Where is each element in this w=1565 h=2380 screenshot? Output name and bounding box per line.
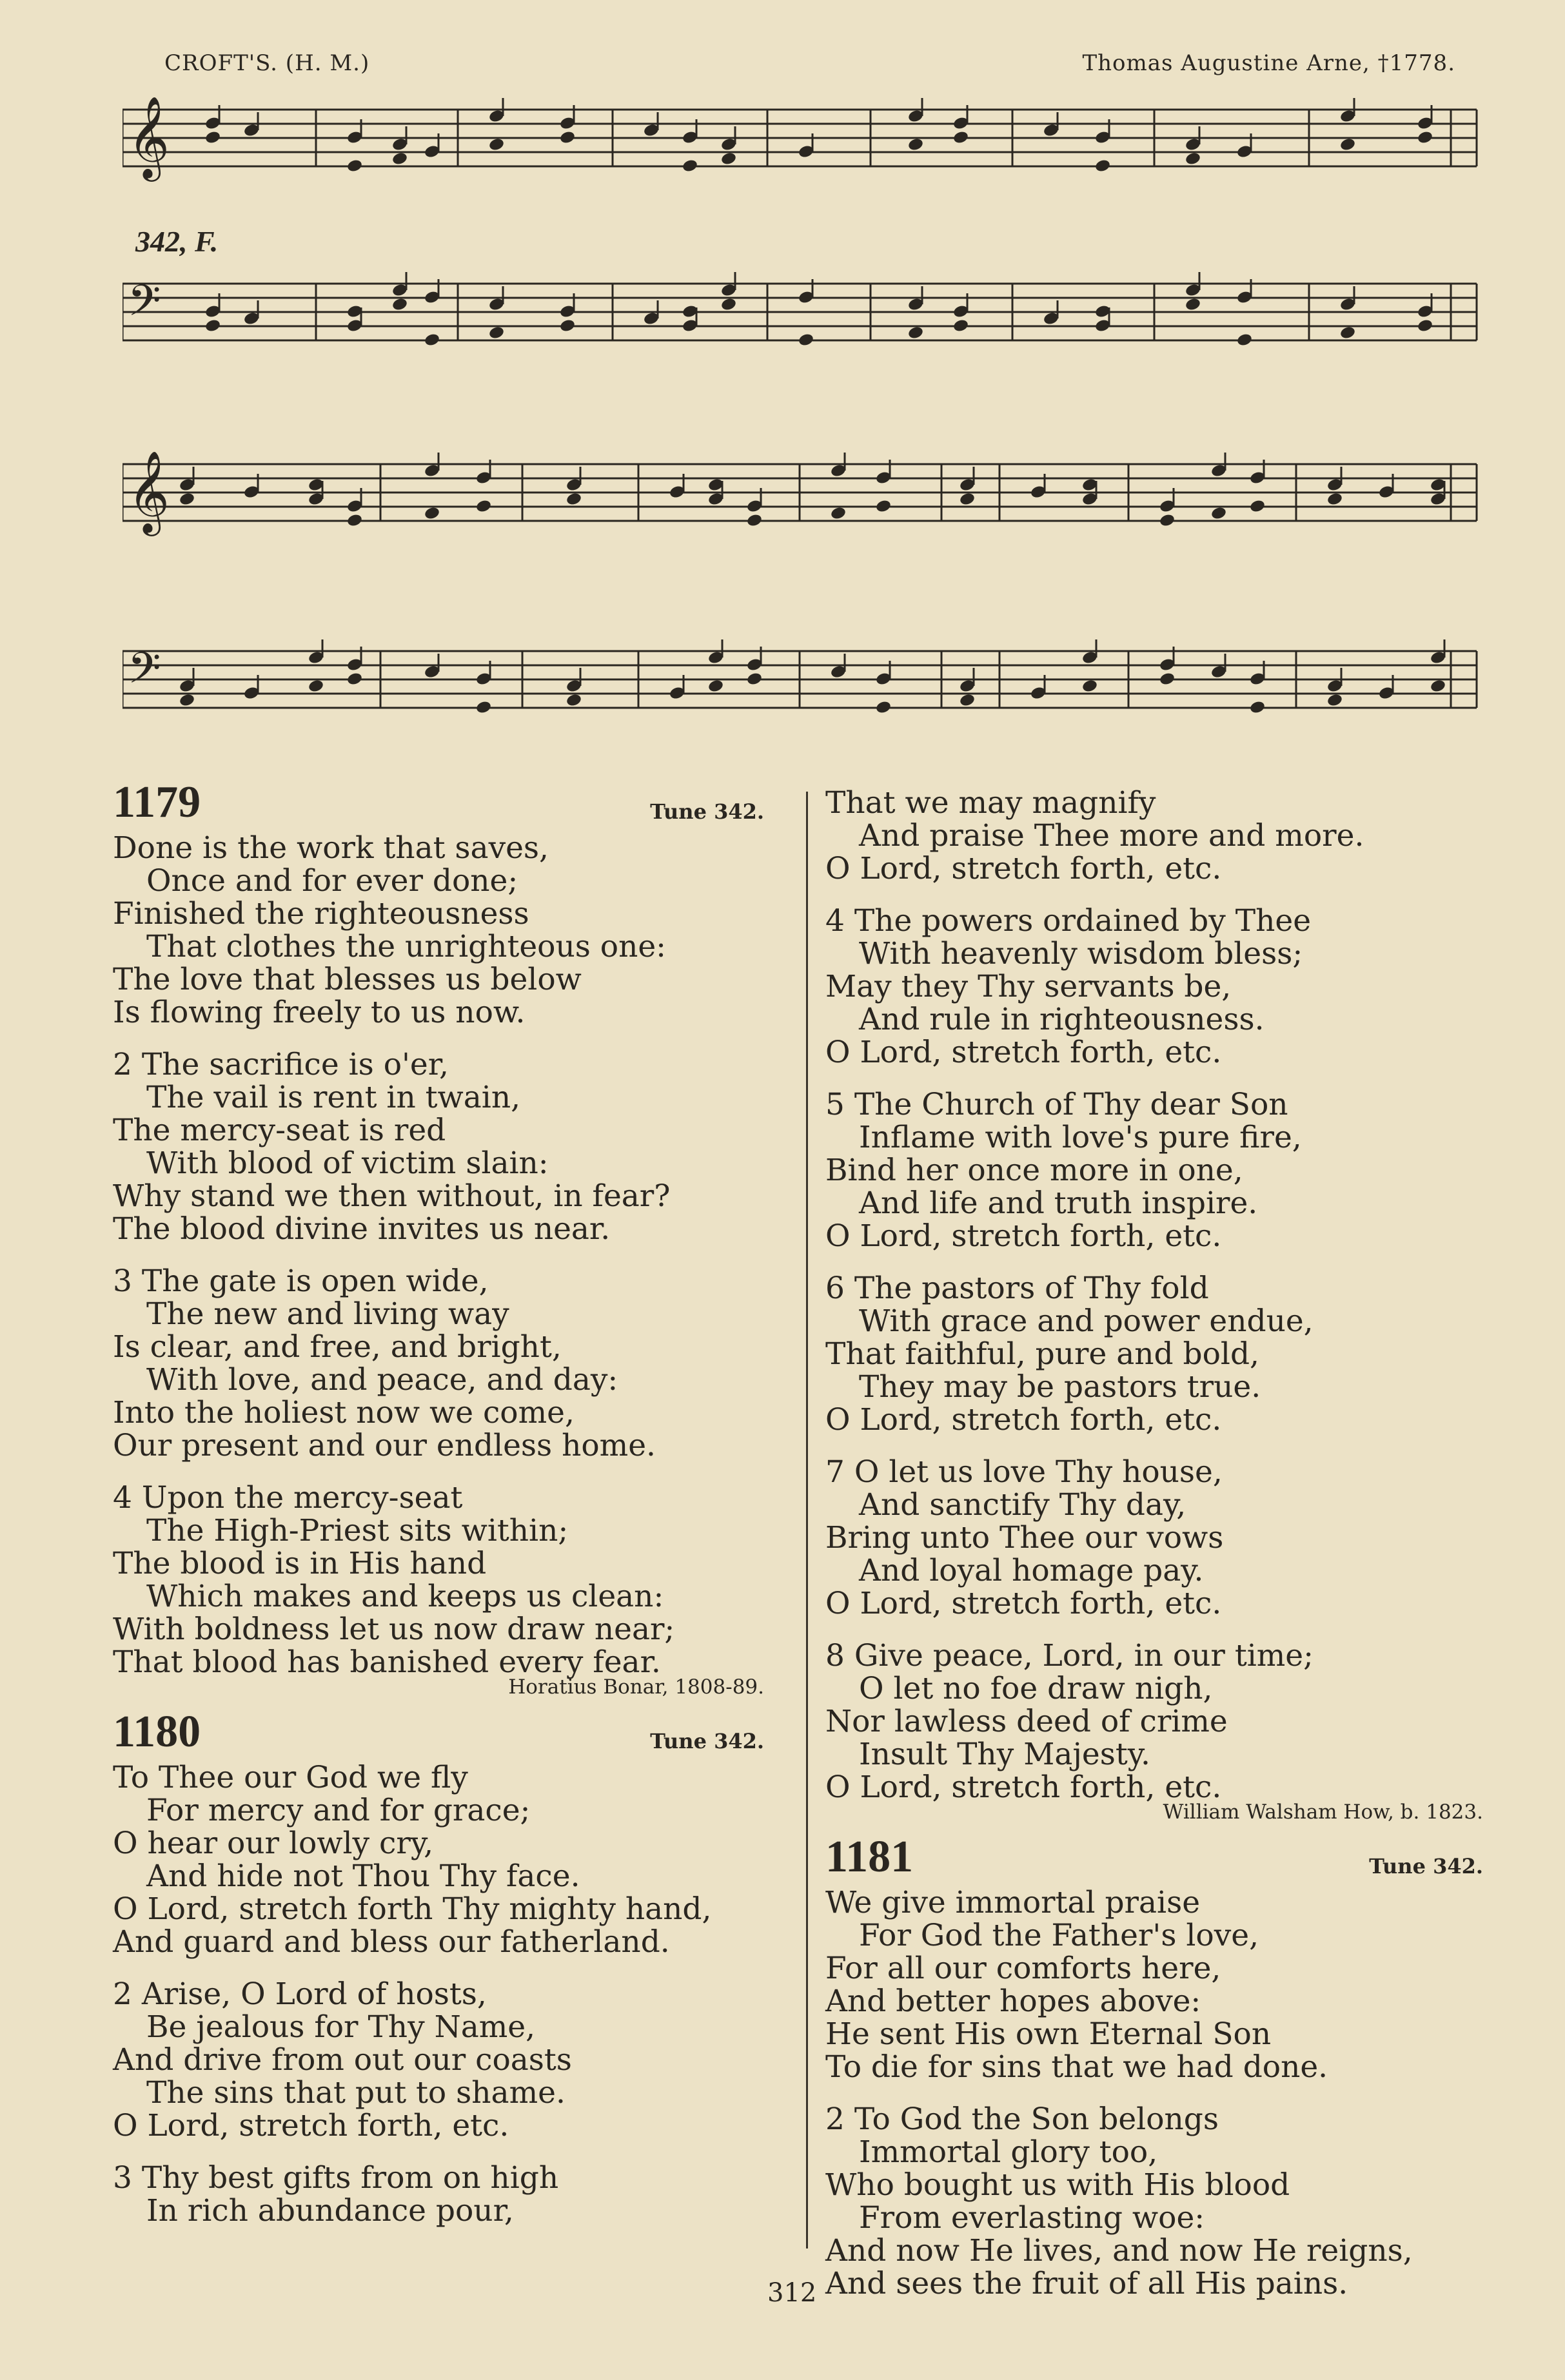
stanza — [113, 1481, 771, 1679]
verse-line: Is clear, and free, and bright, — [113, 1329, 562, 1365]
tune-reference: Tune 342. — [1369, 1854, 1483, 1878]
verse-line: The mercy-seat is red — [113, 1113, 446, 1148]
verse-line: And guard and bless our fatherland. — [113, 1924, 670, 1960]
note-head — [682, 159, 698, 173]
bass-clef-icon: 𝄢 — [128, 643, 161, 703]
note-head — [179, 693, 195, 708]
author-credit: Horatius Bonar, 1808-89. — [508, 1675, 764, 1699]
verse-line: 8 Give peace, Lord, in our time; — [825, 1638, 1314, 1673]
page-number: 312 — [767, 2278, 817, 2308]
verse-line: Bind her once more in one, — [825, 1153, 1243, 1188]
notes-system-1 — [204, 98, 1433, 347]
verse-line: O Lord, stretch forth Thy mighty hand, — [113, 1891, 712, 1927]
verse-line: Done is the work that saves, — [113, 830, 549, 866]
verse-line: And sees the fruit of all His pains. — [825, 2266, 1348, 2301]
note-head — [875, 499, 892, 514]
bass-clef-icon: 𝄢 — [128, 276, 161, 336]
verse-line: And sanctify Thy day, — [859, 1487, 1186, 1523]
verse-line: O Lord, stretch forth, etc. — [825, 851, 1222, 886]
verse-line: O Lord, stretch forth, etc. — [113, 2108, 509, 2143]
verse-line: Inflame with love's pure fire, — [859, 1120, 1302, 1155]
verse-line: With love, and peace, and day: — [146, 1362, 618, 1398]
note-head — [475, 700, 492, 715]
note-head — [1339, 326, 1356, 340]
note-head — [952, 130, 969, 145]
stanza — [825, 1088, 1490, 1253]
note-head — [746, 672, 763, 687]
bass-staff-1 — [123, 276, 1477, 340]
verse-line: Once and for ever done; — [146, 863, 518, 899]
verse-line: Finished the righteousness — [113, 896, 529, 932]
verse-line: They may be pastors true. — [859, 1369, 1261, 1405]
stanza — [113, 1978, 771, 2142]
note-head — [952, 318, 969, 333]
hymn-number: 1180 — [113, 1707, 201, 1757]
note-head — [559, 318, 576, 333]
verse-line: Be jealous for Thy Name, — [146, 2009, 536, 2045]
stanza — [825, 1639, 1490, 1804]
hymn-number: 1179 — [113, 777, 201, 827]
stanza — [825, 1456, 1490, 1620]
stanza — [113, 1265, 771, 1462]
note-head — [720, 297, 737, 312]
verse-line: Which makes and keeps us clean: — [146, 1579, 664, 1614]
right-column — [825, 774, 1490, 2319]
stanza — [825, 904, 1490, 1069]
note-head — [907, 137, 924, 152]
verse-line: For all our comforts here, — [825, 1951, 1221, 1986]
note-head — [1417, 318, 1433, 333]
note-head — [1430, 679, 1446, 694]
verse-line: O Lord, stretch forth, etc. — [825, 1770, 1222, 1805]
verse-line: From everlasting woe: — [859, 2200, 1205, 2236]
verse-line: The blood divine invites us near. — [113, 1211, 611, 1247]
verse-line: 4 The powers ordained by Thee — [825, 903, 1312, 939]
note-head — [1326, 693, 1343, 708]
note-head — [830, 506, 847, 521]
treble-staff-2 — [123, 450, 1477, 536]
verse-line: The blood is in His hand — [113, 1546, 487, 1581]
note-head — [720, 151, 737, 166]
tune-number-label: 342, F. — [135, 225, 219, 258]
verse-line: O Lord, stretch forth, etc. — [825, 1402, 1222, 1438]
verse-line: With blood of victim slain: — [146, 1146, 549, 1181]
music-score-system-1 — [123, 97, 1502, 419]
note-head — [959, 492, 976, 507]
verse-line: And now He lives, and now He reigns, — [825, 2233, 1413, 2268]
verse-line: That we may magnify — [825, 785, 1156, 821]
verse-line: O Lord, stretch forth, etc. — [825, 1218, 1222, 1254]
music-score-system-2 — [123, 438, 1502, 774]
note-head — [488, 326, 505, 340]
stanza — [113, 1048, 771, 1245]
verse-line: With boldness let us now draw near; — [113, 1612, 675, 1647]
note-head — [179, 492, 195, 507]
verse-line: And loyal homage pay. — [859, 1553, 1204, 1588]
verse-line: In rich abundance pour, — [146, 2193, 514, 2229]
author-credit: William Walsham How, b. 1823. — [1163, 1800, 1483, 1824]
note-head — [566, 492, 582, 507]
verse-line: Immortal glory too, — [859, 2134, 1158, 2170]
verse-line: May they Thy servants be, — [825, 969, 1232, 1004]
column-divider — [806, 792, 808, 2248]
note-head — [1159, 513, 1176, 528]
note-head — [346, 159, 363, 173]
verse-line: Into the holiest now we come, — [113, 1395, 575, 1430]
verse-line: 3 The gate is open wide, — [113, 1263, 489, 1299]
verse-line: Why stand we then without, in fear? — [113, 1178, 671, 1214]
hymn-heading — [825, 1828, 1490, 1886]
verse-line: 3 Thy best gifts from on high — [113, 2160, 559, 2196]
stanza-continued — [825, 786, 1490, 885]
composer-credit: Thomas Augustine Arne, †1778. — [1082, 50, 1455, 76]
verse-line: Insult Thy Majesty. — [859, 1737, 1150, 1772]
verse-line: 6 The pastors of Thy fold — [825, 1271, 1209, 1306]
verse-line: 2 Arise, O Lord of hosts, — [113, 1976, 487, 2012]
note-head — [488, 137, 505, 152]
verse-line: 2 The sacrifice is o'er, — [113, 1047, 449, 1082]
verse-line: For mercy and for grace; — [146, 1793, 531, 1828]
note-head — [424, 333, 440, 347]
verse-line: 4 Upon the mercy-seat — [113, 1480, 463, 1516]
verse-line: The sins that put to shame. — [146, 2075, 566, 2111]
note-head — [1185, 151, 1201, 166]
stanza — [113, 2161, 771, 2227]
verse-line: The vail is rent in twain, — [146, 1080, 521, 1115]
verse-line: The love that blesses us below — [113, 962, 582, 997]
stanza — [825, 1886, 1490, 2083]
stanza — [113, 832, 771, 1029]
verse-line: O let no foe draw nigh, — [859, 1671, 1213, 1706]
verse-line: 7 O let us love Thy house, — [825, 1454, 1223, 1490]
note-head — [559, 130, 576, 145]
note-head — [1159, 672, 1176, 687]
tune-name: CROFT'S. (H. M.) — [164, 50, 370, 76]
verse-line: O hear our lowly cry, — [113, 1826, 434, 1861]
note-head — [959, 693, 976, 708]
hymn-number: 1181 — [825, 1832, 914, 1882]
tune-reference: Tune 342. — [650, 1729, 764, 1753]
stanza — [825, 2103, 1490, 2300]
note-head — [308, 679, 324, 694]
note-head — [1094, 159, 1111, 173]
note-head — [391, 297, 408, 312]
verse-line: That faithful, pure and bold, — [825, 1336, 1259, 1372]
verse-line: Our present and our endless home. — [113, 1428, 656, 1463]
treble-clef-icon: 𝄞 — [128, 450, 170, 532]
note-head — [424, 506, 440, 521]
verse-line: And hide not Thou Thy face. — [146, 1858, 580, 1894]
note-head — [798, 333, 814, 347]
verse-line: That clothes the unrighteous one: — [146, 929, 666, 964]
verse-line: Who bought us with His blood — [825, 2167, 1290, 2203]
note-head — [1185, 297, 1201, 312]
note-head — [1249, 700, 1266, 715]
note-head — [566, 693, 582, 708]
bass-staff-2 — [123, 643, 1477, 708]
note-head — [907, 326, 924, 340]
tune-reference: Tune 342. — [650, 799, 764, 824]
verse-line: Is flowing freely to us now. — [113, 995, 526, 1030]
note-head — [1249, 499, 1266, 514]
note-head — [204, 130, 221, 145]
left-column — [113, 774, 771, 2247]
verse-line: And life and truth inspire. — [859, 1185, 1258, 1221]
verse-line: O Lord, stretch forth, etc. — [825, 1035, 1222, 1070]
treble-clef-icon: 𝄞 — [128, 97, 170, 178]
verse-line: And drive from out our coasts — [113, 2042, 572, 2078]
verse-line: To Thee our God we fly — [113, 1760, 468, 1795]
verse-line: We give immortal praise — [825, 1885, 1201, 1920]
verse-line: And praise Thee more and more. — [859, 818, 1364, 853]
stanza — [825, 1272, 1490, 1436]
verse-line: That blood has banished every fear. — [113, 1644, 661, 1680]
note-head — [875, 700, 892, 715]
treble-staff-1 — [123, 97, 1477, 182]
hymn-heading — [113, 774, 771, 832]
note-head — [746, 513, 763, 528]
note-head — [1081, 679, 1098, 694]
note-head — [1417, 130, 1433, 145]
verse-line: And better hopes above: — [825, 1984, 1201, 2019]
verse-line: O Lord, stretch forth, etc. — [825, 1586, 1222, 1621]
verse-line: For God the Father's love, — [859, 1918, 1259, 1953]
note-head — [707, 679, 724, 694]
verse-line: The High-Priest sits within; — [146, 1513, 569, 1548]
note-head — [391, 151, 408, 166]
hymn-heading — [113, 1703, 771, 1761]
verse-line: He sent His own Eternal Son — [825, 2016, 1272, 2052]
verse-line: Bring unto Thee our vows — [825, 1520, 1224, 1556]
verse-line: 5 The Church of Thy dear Son — [825, 1087, 1288, 1122]
verse-line: The new and living way — [146, 1296, 509, 1332]
note-head — [1236, 333, 1253, 347]
verse-line: 2 To God the Son belongs — [825, 2102, 1219, 2137]
verse-line: With grace and power endue, — [859, 1303, 1314, 1339]
verse-line: Nor lawless deed of crime — [825, 1704, 1228, 1739]
verse-line: To die for sins that we had done. — [825, 2049, 1328, 2085]
note-head — [1339, 137, 1356, 152]
note-head — [1326, 492, 1343, 507]
stanza — [113, 1761, 771, 1958]
verse-line: With heavenly wisdom bless; — [859, 936, 1303, 971]
note-head — [346, 672, 363, 687]
verse-line: And rule in righteousness. — [859, 1002, 1265, 1037]
note-head — [1210, 506, 1227, 521]
note-head — [475, 499, 492, 514]
note-head — [204, 318, 221, 333]
note-head — [346, 513, 363, 528]
